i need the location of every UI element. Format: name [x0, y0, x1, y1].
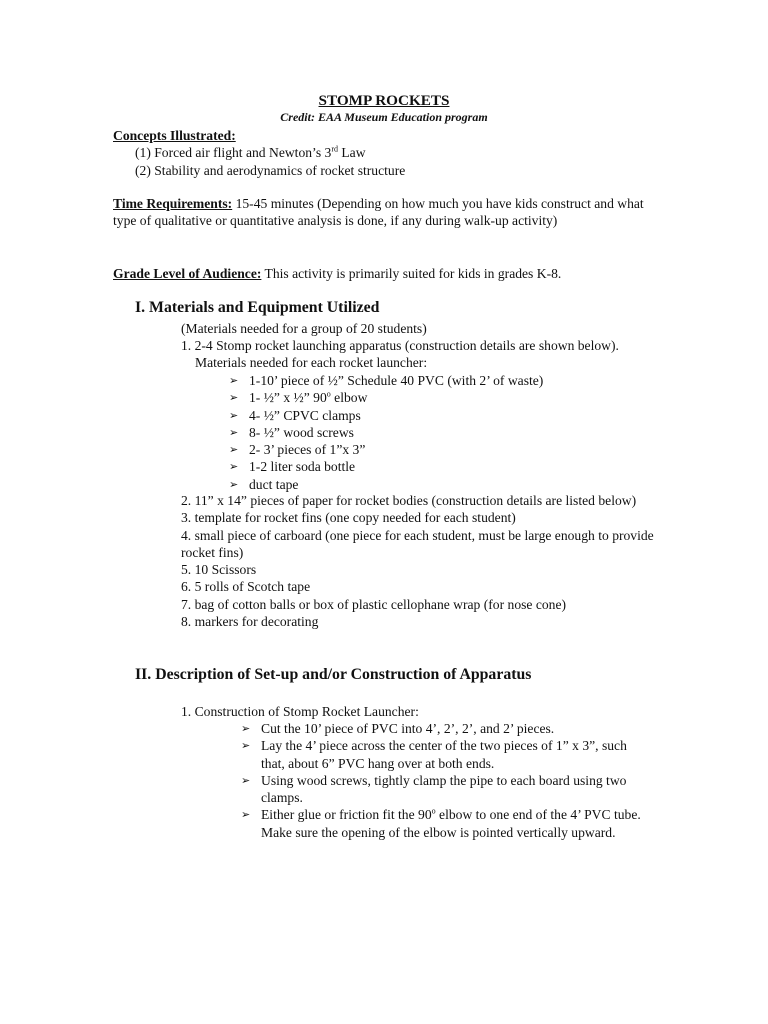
materials-item: 6. 5 rolls of Scotch tape: [181, 579, 311, 595]
construction-intro: 1. Construction of Stomp Rocket Launcher:: [181, 704, 419, 719]
launcher-item: ➢ 8- ½” wood screws: [229, 424, 354, 440]
arrow-bullet-icon: ➢: [241, 808, 251, 822]
arrow-bullet-icon: ➢: [229, 391, 239, 405]
arrow-bullet-icon: ➢: [241, 739, 251, 753]
time-requirements: [113, 195, 648, 230]
section-heading-materials: I. Materials and Equipment Utilized: [135, 299, 380, 316]
launcher-item: ➢ 1-2 liter soda bottle: [229, 459, 356, 475]
construction-steps-list: [241, 720, 641, 841]
arrow-bullet-icon: ➢: [229, 374, 239, 387]
materials-intro: (Materials needed for a group of 20 students): [181, 321, 427, 336]
launcher-item: ➢ 1-10’ piece of ½” Schedule 40 PVC (with 2’ of waste): [229, 373, 544, 388]
arrow-bullet-icon: ➢: [229, 477, 239, 491]
arrow-bullet-icon: ➢: [241, 773, 251, 787]
launcher-item: ➢ duct tape: [229, 476, 299, 492]
construction-step: ➢ Either glue or friction fit the 90$^o$ elbow to one end of the 4’ PVC tube. Make sure the opening of the elbow is pointed vertically upward.: [241, 806, 641, 840]
materials-item: 8. markers for decorating: [181, 614, 319, 630]
construction-step: ➢ Lay the 4’ piece across the center of the two pieces of 1” x 3”, such that, about 6” PVC hang over at both ends.: [241, 738, 627, 771]
concept-item-2: (2) Stability and aerodynamics of rocket structure: [135, 162, 406, 178]
materials-item-1: 1. 2-4 Stomp rocket launching apparatus (construction details are shown below). Materials needed for each rocket launcher:: [181, 338, 619, 371]
section-heading-construction: II. Description of Set-up and/or Construction of Apparatus: [135, 666, 532, 683]
time-label: Time Requirements:: [113, 196, 233, 211]
arrow-bullet-icon: ➢: [241, 722, 251, 735]
grade-text: This activity is primarily suited for kids in grades K-8.: [261, 266, 562, 281]
concepts-section: [113, 127, 653, 179]
document-title: STOMP ROCKETS: [318, 92, 450, 109]
materials-item: 5. 10 Scissors: [181, 562, 257, 578]
arrow-bullet-icon: ➢: [229, 408, 239, 422]
concepts-label: Concepts Illustrated:: [113, 128, 236, 143]
launcher-item: ➢ 2- 3’ pieces of 1”x 3”: [229, 442, 366, 458]
credit-line: Credit: EAA Museum Education program: [280, 110, 488, 124]
construction-step: ➢ Cut the 10’ piece of PVC into 4’, 2’, 2’, and 2’ pieces.: [241, 721, 555, 736]
launcher-item: ➢ 1- ½” x ½” 90$^o$ elbow: [229, 389, 368, 406]
launcher-item: ➢ 4- ½” CPVC clamps: [229, 407, 361, 423]
materials-item: 2. 11” x 14” pieces of paper for rocket bodies (construction details are listed below): [181, 493, 637, 508]
grade-label: Grade Level of Audience:: [113, 266, 262, 281]
time-text: 15-45 minutes (Depending on how much you have kids construct and what type of qualitative or quantitative analysis is done, if any during walk-up activity): [113, 196, 644, 229]
materials-item: 4. small piece of carboard (one piece for each student, must be large enough to provide rocket fins): [181, 527, 654, 560]
construction-step: ➢ Using wood screws, tightly clamp the pipe to each board using two clamps.: [241, 772, 627, 806]
arrow-bullet-icon: ➢: [229, 443, 239, 457]
grade-level: [113, 265, 653, 282]
materials-item: 7. bag of cotton balls or box of plastic cellophane wrap (for nose cone): [181, 596, 567, 612]
materials-item: 3. template for rocket fins (one copy needed for each student): [181, 510, 516, 526]
concept-item-1: (1) Forced air flight and Newton’s 3rd Law: [135, 144, 366, 161]
materials-list-rest: [181, 492, 661, 630]
arrow-bullet-icon: ➢: [229, 460, 239, 474]
arrow-bullet-icon: ➢: [229, 425, 239, 439]
launcher-materials-list: [229, 372, 609, 493]
